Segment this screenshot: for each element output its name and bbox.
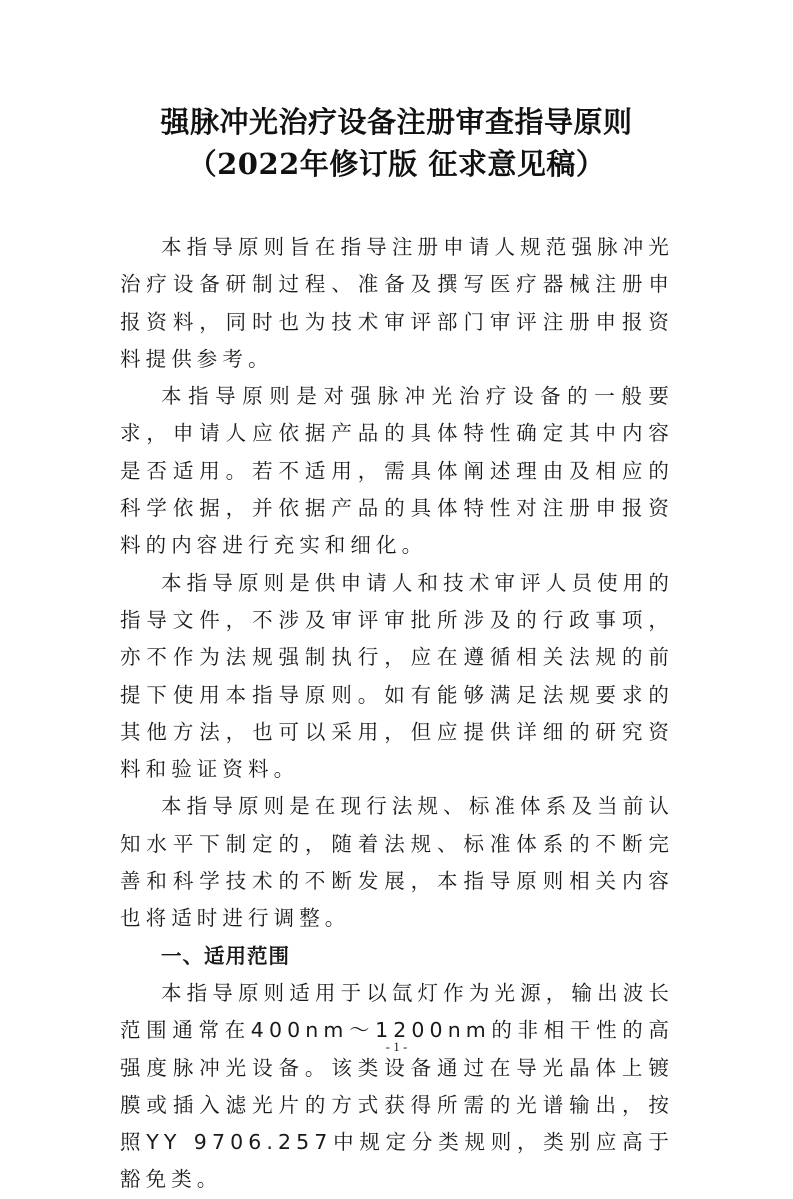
page-number: - 1 - — [385, 1039, 408, 1054]
section-heading-scope: 一、适用范围 — [161, 943, 290, 968]
document-subtitle: （2022年修订版 征求意见稿） — [187, 147, 606, 181]
paragraph-scope-content: 本指导原则适用于以氙灯作为光源，输出波长范围通常在400nm～1200nm的非相干性的高强度脉冲光设备。该类设备通过在导光晶体上镀膜或插入滤光片的方式获得所需的光谱输出，按照YY 9706.257中规定分类规则，类别应高于豁免类。 — [120, 980, 674, 1192]
paragraph-revision-note: 本指导原则是在现行法规、标准体系及当前认知水平下制定的，随着法规、标准体系的不断完善和科学技术的不断发展，本指导原则相关内容也将适时进行调整。 — [120, 794, 674, 931]
paragraph-purpose: 本指导原则旨在指导注册申请人规范强脉冲光治疗设备研制过程、准备及撰写医疗器械注册申报资料，同时也为技术审评部门审评注册申报资料提供参考。 — [120, 235, 674, 371]
paragraph-usage-scope: 本指导原则是供申请人和技术审评人员使用的指导文件，不涉及审评审批所涉及的行政事项，亦不作为法规强制执行，应在遵循相关法规的前提下使用本指导原则。如有能够满足法规要求的其他方法，也可以采用，但应提供详细的研究资料和验证资料。 — [120, 570, 674, 782]
paragraph-general-requirements: 本指导原则是对强脉冲光治疗设备的一般要求，申请人应依据产品的具体特性确定其中内容是否适用。若不适用，需具体阐述理由及相应的科学依据，并依据产品的具体特性对注册申报资料的内容进行充实和细化。 — [120, 384, 674, 558]
document-title: 强脉冲光治疗设备注册审查指导原则 — [160, 105, 633, 139]
